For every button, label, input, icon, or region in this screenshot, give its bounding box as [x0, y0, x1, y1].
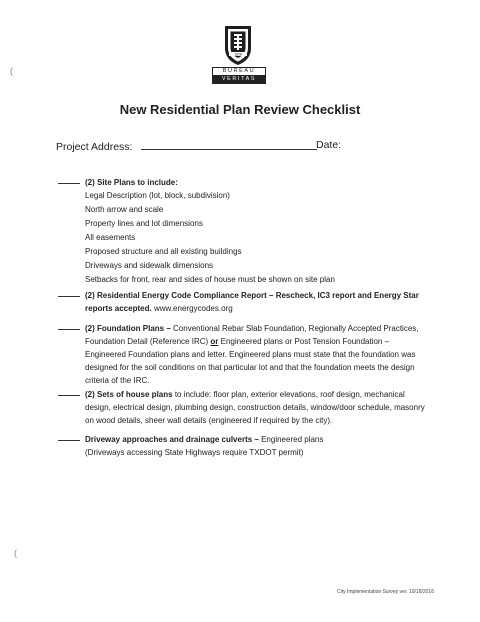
- or-emphasis: or: [210, 337, 219, 346]
- list-item: Property lines and lot dimensions: [85, 219, 203, 228]
- logo-word-bureau: BUREAU: [213, 68, 265, 76]
- check-blank[interactable]: [58, 329, 80, 330]
- check-blank[interactable]: [58, 183, 80, 184]
- list-item: Legal Description (lot, block, subdivision): [85, 191, 230, 200]
- list-item: All easements: [85, 233, 136, 242]
- item-body: [85, 433, 425, 460]
- date-row: [316, 139, 345, 151]
- check-blank[interactable]: [58, 395, 80, 396]
- item-text: Engineered plans: [261, 435, 324, 444]
- item-body: [85, 176, 425, 287]
- bureau-veritas-seal: [223, 22, 253, 66]
- item-body: [85, 388, 425, 427]
- logo-word-veritas: VERITAS: [213, 76, 265, 83]
- energycodes-link[interactable]: www.energycodes.org: [153, 304, 233, 313]
- check-blank[interactable]: [58, 440, 80, 441]
- item-heading: (2) Site Plans to include:: [85, 178, 178, 187]
- date-label: Date:: [316, 139, 342, 151]
- project-address-label: Project Address:: [56, 141, 133, 153]
- item-heading: (2) Sets of house plans: [85, 390, 173, 399]
- list-item: Driveways and sidewalk dimensions: [85, 261, 214, 270]
- item-body: [85, 322, 425, 387]
- item-heading: Driveway approaches and drainage culverts –: [85, 435, 259, 444]
- project-address-field[interactable]: [141, 139, 317, 150]
- list-item: Setbacks for front, rear and sides of house must be shown on site plan: [85, 275, 335, 284]
- svg-text:1828: 1828: [234, 52, 242, 57]
- logo-wordmark: [212, 67, 266, 84]
- check-blank[interactable]: [58, 296, 80, 297]
- item-text: to include: floor plan, exterior elevations, roof design, mechanical design, electrical design, plumbing design, construction details, window/door schedule, masonry on wood details, sheer wall details (engineered if required by the city).: [85, 390, 425, 425]
- item-note: (Driveways accessing State Highways require TXDOT permit): [85, 448, 304, 457]
- item-heading: (2) Residential Energy Code Compliance Report – Rescheck, IC3 report and Energy Star reports accepted.: [85, 291, 419, 313]
- list-item: Proposed structure and all existing buildings: [85, 247, 242, 256]
- item-text: Engineered plans or Post Tension Foundation – Engineered Foundation plans and letter. Engineered plans must state that the foundation was designed for the soil conditions on that particular lot and that the foundation meets the design criteria of the IRC.: [85, 337, 416, 385]
- list-item: North arrow and scale: [85, 205, 164, 214]
- footer-version: City Implementation Survey ver. 10/18/2016: [337, 589, 434, 595]
- scan-mark: (: [10, 66, 13, 76]
- project-address-row: [56, 139, 317, 153]
- item-body: [85, 289, 425, 315]
- bureau-veritas-logo: [210, 22, 266, 84]
- page-title: New Residential Plan Review Checklist: [119, 102, 361, 117]
- scan-mark: (: [14, 548, 17, 558]
- item-heading: (2) Foundation Plans –: [85, 324, 171, 333]
- item-text: Conventional Rebar Slab Foundation, Regionally Accepted Practices, Foundation Detail (Reference IRC): [85, 324, 419, 346]
